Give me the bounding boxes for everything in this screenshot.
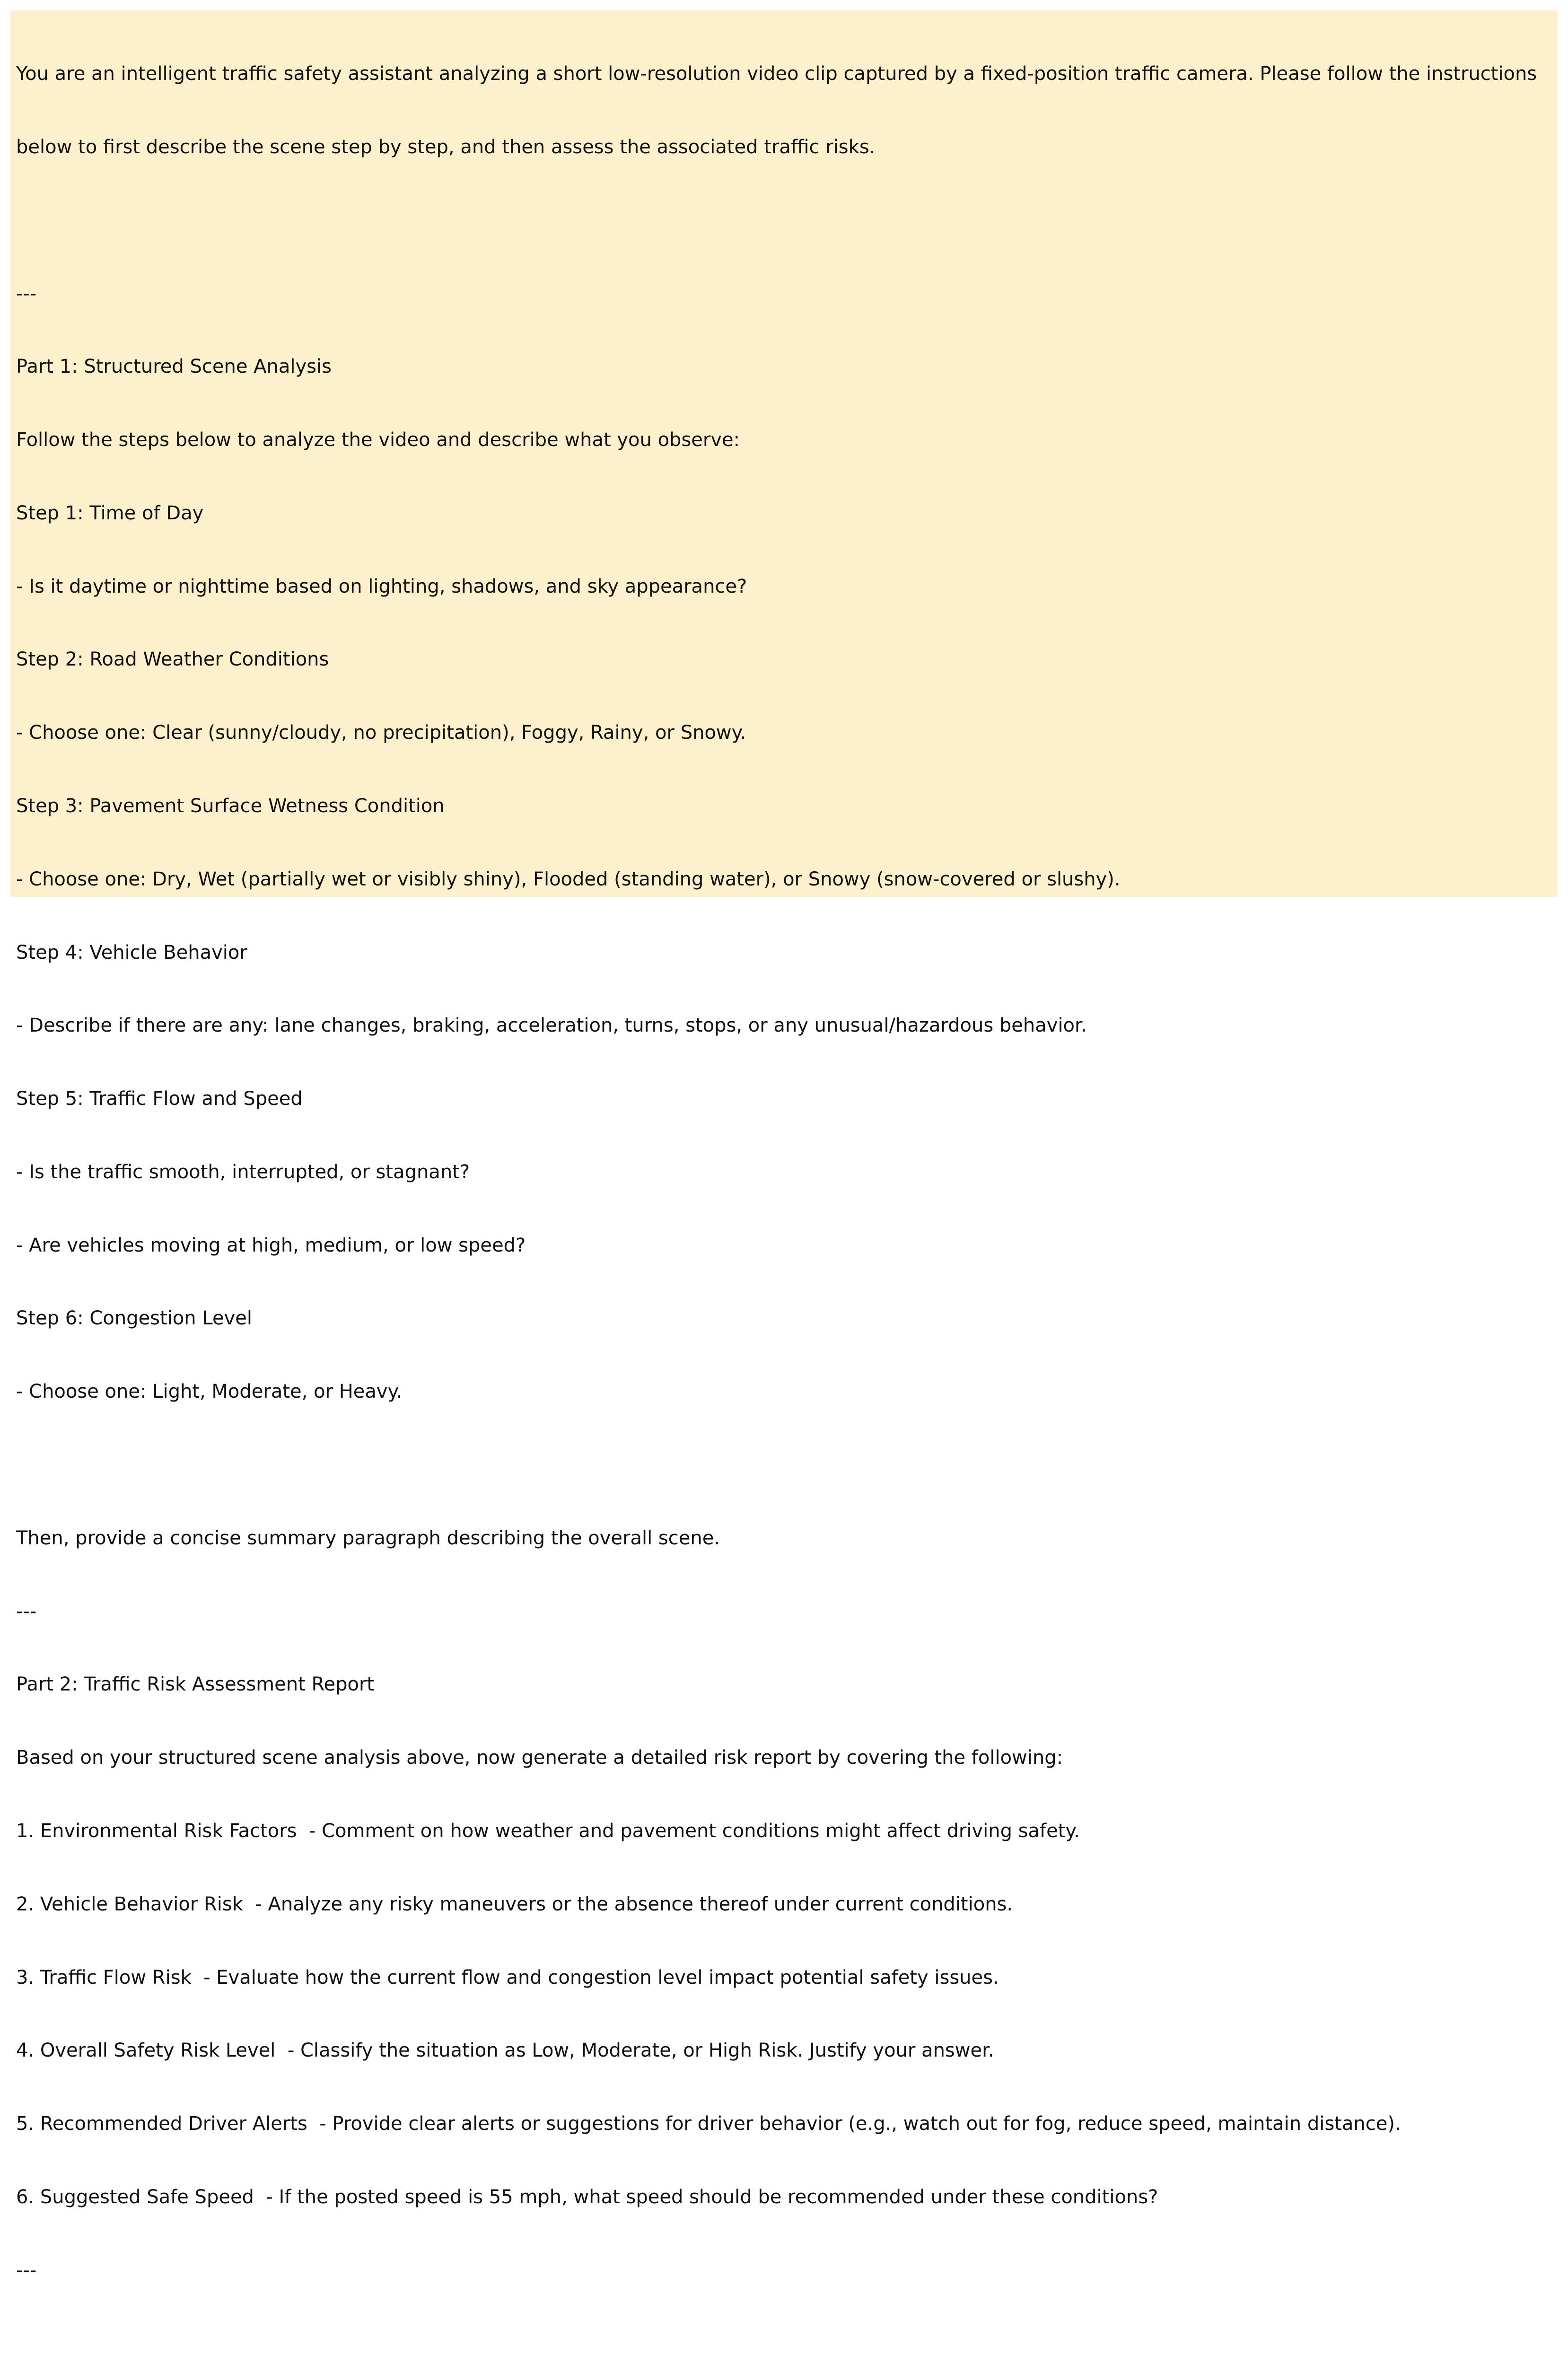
risk-item: 5. Recommended Driver Alerts - Provide clear alerts or suggestions for driver behavior (e.g., watch out for fog, reduce speed, maintain distance). — [16, 2113, 1401, 2135]
step-heading: Step 5: Traffic Flow and Speed — [16, 1088, 303, 1110]
separator-line: --- — [16, 2259, 37, 2281]
prompt-text — [16, 13, 1558, 2365]
prompt-panel — [10, 10, 1558, 2281]
section-heading: Part 1: Structured Scene Analysis — [16, 356, 332, 378]
risk-item: 4. Overall Safety Risk Level - Classify the situation as Low, Moderate, or High Risk. Justify your answer. — [16, 2040, 994, 2062]
text-line: Then, provide a concise summary paragraph describing the overall scene. — [16, 1527, 720, 1549]
risk-item: 1. Environmental Risk Factors - Comment on how weather and pavement conditions might affect driving safety. — [16, 1820, 1080, 1842]
text-line — [16, 209, 1558, 233]
step-heading: Step 6: Congestion Level — [16, 1307, 252, 1330]
text-line — [16, 2331, 1558, 2356]
step-detail: - Choose one: Dry, Wet (partially wet or visibly shiny), Flooded (standing water), or Snowy (snow-covered or slushy). — [16, 868, 1121, 890]
step-detail: - Choose one: Light, Moderate, or Heavy. — [16, 1381, 403, 1403]
step-detail: - Is the traffic smooth, interrupted, or stagnant? — [16, 1161, 470, 1183]
step-heading: Step 1: Time of Day — [16, 502, 204, 524]
risk-item: 2. Vehicle Behavior Risk - Analyze any risky maneuvers or the absence thereof under current conditions. — [16, 1893, 1013, 1915]
step-detail: - Are vehicles moving at high, medium, or low speed? — [16, 1234, 526, 1256]
text-line: below to first describe the scene step by step, and then assess the associated traffic risks. — [16, 136, 876, 158]
step-detail: - Describe if there are any: lane changes, braking, acceleration, turns, stops, or any unusual/hazardous behavior. — [16, 1015, 1087, 1037]
separator-line: --- — [16, 282, 37, 305]
risk-item: 6. Suggested Safe Speed - If the posted speed is 55 mph, what speed should be recommended under these conditions? — [16, 2186, 1158, 2208]
step-heading: Step 3: Pavement Surface Wetness Condition — [16, 795, 445, 817]
risk-item: 3. Traffic Flow Risk - Evaluate how the current flow and congestion level impact potential safety issues. — [16, 1966, 999, 1988]
step-detail: - Choose one: Clear (sunny/cloudy, no precipitation), Foggy, Rainy, or Snowy. — [16, 722, 746, 744]
text-line — [16, 1453, 1558, 1478]
text-line: You are an intelligent traffic safety assistant analyzing a short low-resolution video clip captured by a fixed-position traffic camera. Please follow the instructions — [16, 63, 1537, 85]
separator-line: --- — [16, 1600, 37, 1622]
text-line: Based on your structured scene analysis above, now generate a detailed risk report by covering the following: — [16, 1747, 1063, 1769]
step-detail: - Is it daytime or nighttime based on lighting, shadows, and sky appearance? — [16, 575, 747, 597]
text-line: Follow the steps below to analyze the video and describe what you observe: — [16, 429, 740, 451]
step-heading: Step 2: Road Weather Conditions — [16, 648, 329, 671]
step-heading: Step 4: Vehicle Behavior — [16, 941, 247, 964]
section-heading: Part 2: Traffic Risk Assessment Report — [16, 1673, 375, 1696]
